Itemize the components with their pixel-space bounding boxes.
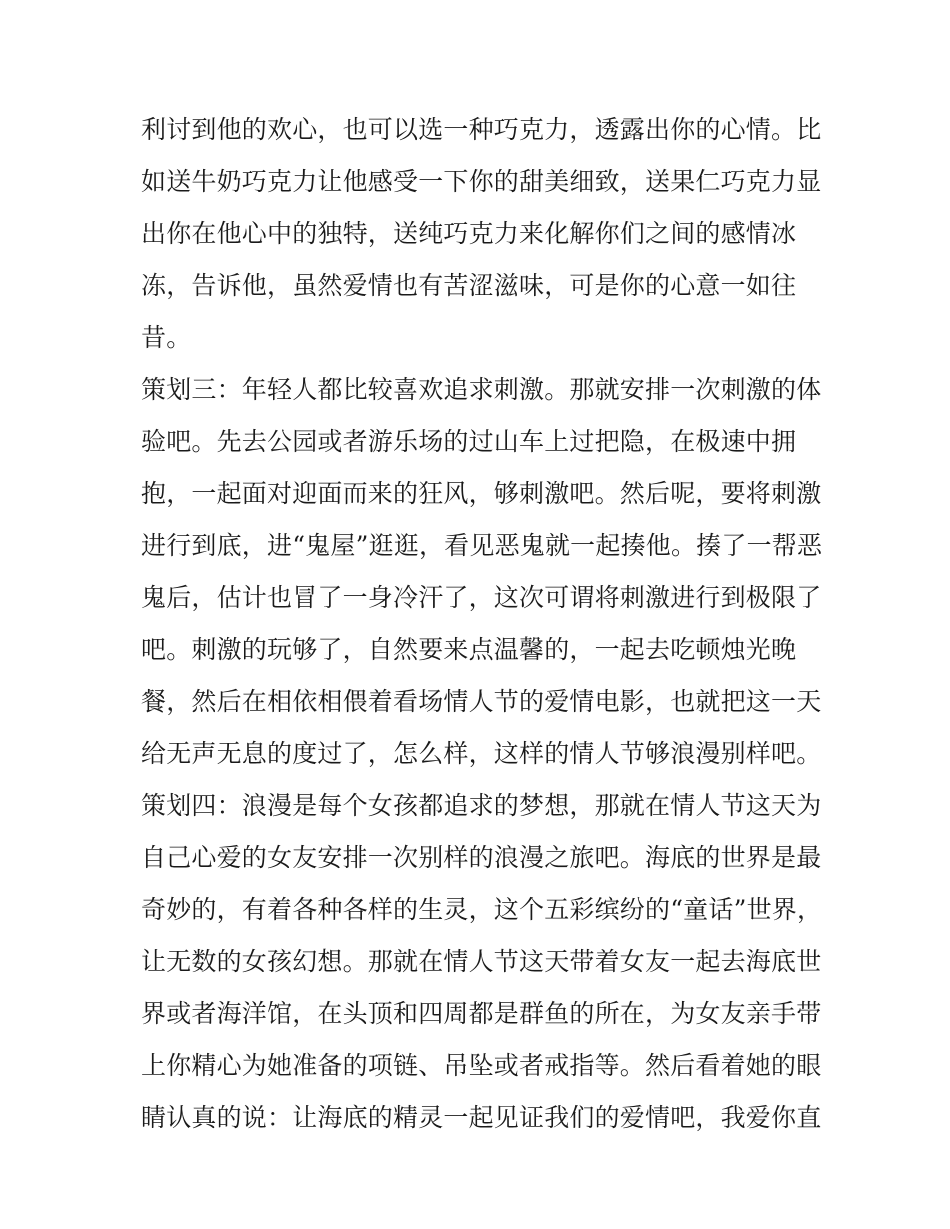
text-line: 鬼后，估计也冒了一身冷汗了，这次可谓将刺激进行到极限了: [141, 583, 822, 612]
text-line: 进行到底，进“鬼屋”逛逛，看见恶鬼就一起揍他。揍了一帮恶: [141, 531, 823, 560]
text-line: 奇妙的，有着各种各样的生灵，这个五彩缤纷的“童话”世界，: [141, 895, 823, 924]
text-line: 利讨到他的欢心，也可以选一种巧克力，透露出你的心情。比: [141, 115, 822, 144]
text-line: 上你精心为她准备的项链、吊坠或者戒指等。然后看着她的眼: [141, 1051, 822, 1080]
text-line: 策划四：浪漫是每个女孩都追求的梦想，那就在情人节这天为: [141, 791, 822, 820]
text-line: 让无数的女孩幻想。那就在情人节这天带着女友一起去海底世: [141, 947, 822, 976]
text-line: 验吧。先去公园或者游乐场的过山车上过把隐，在极速中拥: [141, 427, 797, 456]
text-line: 给无声无息的度过了，怎么样，这样的情人节够浪漫别样吧。: [141, 739, 822, 768]
text-line: 自己心爱的女友安排一次别样的浪漫之旅吧。海底的世界是最: [141, 843, 822, 872]
text-line: 抱，一起面对迎面而来的狂风，够刺激吧。然后呢，要将刺激: [141, 479, 822, 508]
text-line: 出你在他心中的独特，送纯巧克力来化解你们之间的感情冰: [141, 219, 797, 248]
text-line: 如送牛奶巧克力让他感受一下你的甜美细致，送果仁巧克力显: [141, 167, 822, 196]
body-text: [141, 104, 821, 1144]
text-line: 睛认真的说：让海底的精灵一起见证我们的爱情吧，我爱你直: [141, 1103, 822, 1132]
text-line: 餐，然后在相依相偎着看场情人节的爱情电影，也就把这一天: [141, 687, 822, 716]
text-line: 界或者海洋馆，在头顶和四周都是群鱼的所在，为女友亲手带: [141, 999, 822, 1028]
text-line: 吧。刺激的玩够了，自然要来点温馨的，一起去吃顿烛光晚: [141, 635, 797, 664]
text-line: 昔。: [141, 323, 192, 352]
text-line: 冻，告诉他，虽然爱情也有苦涩滋味，可是你的心意一如往: [141, 271, 797, 300]
text-line: 策划三：年轻人都比较喜欢追求刺激。那就安排一次刺激的体: [141, 375, 822, 404]
